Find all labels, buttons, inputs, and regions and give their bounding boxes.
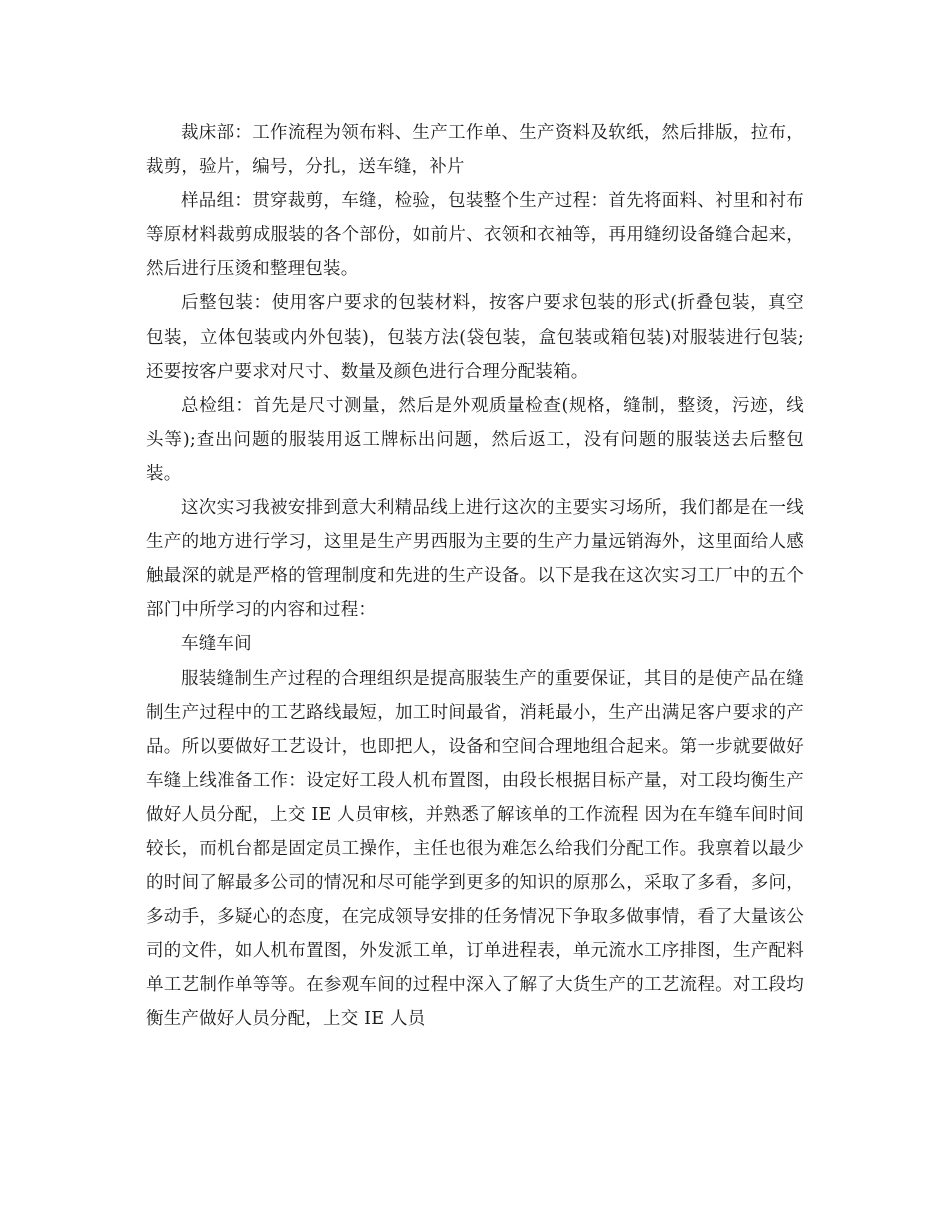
paragraph-sample-group: 样品组：贯穿裁剪，车缝，检验，包装整个生产过程：首先将面料、衬里和衬布等原材料裁剪成服装的各个部份，如前片、衣领和衣袖等，再用缝纫设备缝合起来，然后进行压烫和整理包装。 (146, 191, 804, 280)
document-body (146, 116, 804, 1037)
paragraph-cutting-department: 裁床部：工作流程为领布料、生产工作单、生产资料及软纸，然后排版，拉布，裁剪，验片，编号，分扎，送车缝，补片 (146, 123, 804, 178)
paragraph-inspection-group: 总检组：首先是尺寸测量，然后是外观质量检查(规格，缝制，整烫，污迹，线头等);查出问题的服装用返工牌标出问题，然后返工，没有问题的服装送去后整包装。 (146, 395, 804, 484)
paragraph-final-packaging: 后整包装：使用客户要求的包装材料，按客户要求包装的形式(折叠包装，真空包装，立体包装或内外包装)，包装方法(袋包装，盒包装或箱包装)对服装进行包装;还要按客户要求对尺寸、数量及颜色进行合理分配装箱。 (146, 293, 804, 382)
section-heading-sewing-workshop: 车缝车间 (181, 634, 252, 655)
paragraph-sewing-process: 服装缝制生产过程的合理组织是提高服装生产的重要保证，其目的是使产品在缝制生产过程中的工艺路线最短，加工时间最省，消耗最小，生产出满足客户要求的产品。所以要做好工艺设计，也即把人，设备和空间合理地组合起来。第一步就要做好车缝上线准备工作：设定好工段人机布置图，由段长根据目标产量，对工段均衡生产做好人员分配，上交 IE 人员审核，并熟悉了解该单的工作流程 因为在车缝车间时间较长，而机台都是固定员工操作，主任也很为难怎么给我们分配工作。我禀着以最少的时间了解最多公司的情况和尽可能学到更多的知识的原那么，采取了多看，多问，多动手，多疑心的态度，在完成领导安排的任务情况下争取多做事情，看了大量该公司的文件，如人机布置图，外发派工单，订单进程表，单元流水工序排图，生产配料单工艺制作单等等。在参观车间的过程中深入了解了大货生产的工艺流程。对工段均衡生产做好人员分配，上交 IE 人员 (146, 668, 804, 1030)
paragraph-internship-intro: 这次实习我被安排到意大利精品线上进行这次的主要实习场所，我们都是在一线生产的地方进行学习，这里是生产男西服为主要的生产力量远销海外，这里面给人感触最深的就是严格的管理制度和先进的生产设备。以下是我在这次实习工厂中的五个部门中所学习的内容和过程： (146, 498, 804, 621)
